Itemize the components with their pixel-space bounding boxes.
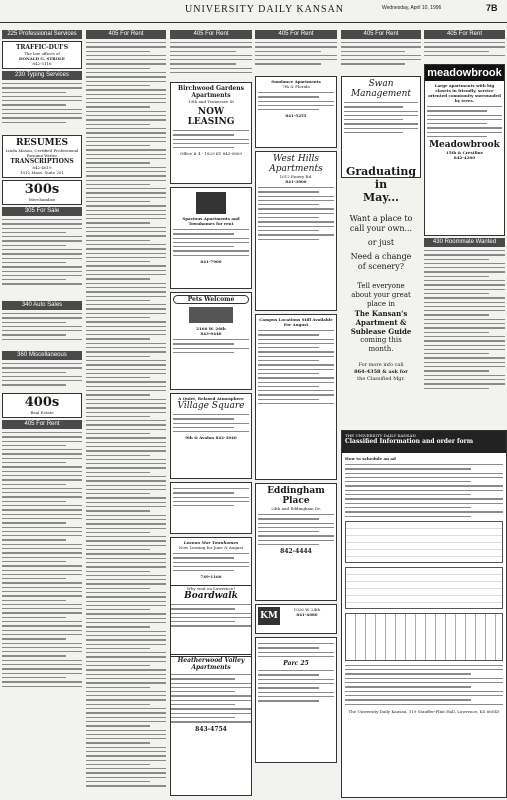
ad-heading: Campus Locations Still Available For August [259, 317, 333, 327]
ad-text: Why wait on Lawrence? [186, 586, 236, 591]
ad-phone: 842-4444 [280, 548, 312, 556]
ad-text: 15th & Crestline [445, 150, 484, 156]
ad-heading: TRANSCRIPTIONS [10, 158, 74, 165]
ad-copy-grid[interactable] [345, 613, 503, 661]
ad-phone: 843-0446 [200, 331, 222, 336]
ad-text: Now Leasing for June & August [178, 545, 244, 550]
text-classifieds [255, 42, 337, 76]
ad-text: 864-4358 & ask for [354, 369, 408, 375]
form-header [342, 431, 506, 453]
meadowbrook-ad [424, 64, 505, 236]
issue-date: Wednesday, April 10, 1996 [382, 5, 442, 11]
section-header: 405 For Rent [255, 30, 337, 39]
ad-heading: Birchwood Gardens Apartments [178, 85, 244, 99]
logo-icon [196, 192, 226, 214]
ad-text: call your own... [349, 224, 413, 233]
section-header: 340 Auto Sales [2, 301, 82, 310]
classification-table [345, 567, 503, 609]
boardwalk-ad [170, 585, 252, 655]
ad-text: Linda Mason, Certified Professional Resume Writer [5, 148, 79, 158]
text-classifieds [86, 42, 166, 787]
section-sub: Real Estate [30, 410, 54, 415]
section-header: 405 For Rent [170, 30, 252, 39]
ad-logo-text: Village Square [177, 401, 245, 411]
west-hills-ad [255, 151, 337, 311]
ad-text: 2166 W. 26th [196, 326, 226, 331]
section-header: 405 For Rent [341, 30, 421, 39]
sundance-ad [255, 76, 337, 148]
ad-phone: 842-4619 [32, 165, 52, 170]
column-2 [86, 28, 166, 796]
spacious-ad [170, 187, 252, 289]
ad-heading: Heatherwood Valley Apartments [177, 657, 245, 671]
ad-heading: Swan Management [350, 79, 412, 99]
ad-phone: 842-4200 [453, 155, 476, 161]
ad-heading: A Quiet, Relaxed Atmosphere [178, 396, 244, 401]
ad-text: the Classified Mgr. [357, 376, 405, 382]
ad-text: 1026 W. 24th [293, 607, 321, 612]
ad-text: Need a change [350, 252, 412, 261]
ad-heading: Eddingham Place [267, 486, 325, 506]
text-classifieds [2, 83, 82, 135]
ad-text: or just [367, 238, 395, 247]
text-classifieds [2, 432, 82, 687]
ad-heading: West Hills Apartments [269, 154, 323, 174]
text-classifieds [2, 313, 82, 349]
ad-phone: 842-5116 [32, 61, 52, 66]
text-classifieds [2, 219, 82, 299]
ad-text: 24th and Eddingham Dr. [271, 506, 321, 511]
ad-text: 19th and Tennessee St [187, 99, 235, 104]
birchwood-ad [170, 82, 252, 184]
swan-ad [341, 76, 421, 178]
ad-text: For more info call [358, 362, 404, 368]
ad-phone: 841-3800 [285, 179, 307, 184]
text-classifieds [424, 250, 505, 416]
page-number: 7B [486, 3, 498, 13]
ad-text: The law offices of [24, 51, 60, 56]
ad-heading: TRAFFIC-DUI'S [15, 44, 69, 51]
classified-order-form [341, 430, 507, 798]
ad-text: Large apartments with big closets in friendly, service oriented community surrounded by trees. [428, 83, 501, 103]
text-classifieds [2, 363, 82, 393]
ad-heading: Sundance Apartments [271, 79, 321, 84]
resumes-ad [2, 135, 82, 178]
column-4 [255, 28, 337, 796]
ad-heading: Parc 25 [283, 660, 309, 668]
campus-locations-ad [255, 314, 337, 480]
section-header: 405 For Rent [424, 30, 505, 39]
ad-text: place in [367, 300, 395, 308]
section-header: 405 For Rent [86, 30, 166, 39]
ad-text: 7th & Florida [282, 84, 310, 89]
text-classifieds [170, 42, 252, 82]
section-big: 300s [24, 182, 60, 197]
form-subheading: How to schedule an ad [345, 456, 396, 461]
ad-text: 1012 Emery Rd. [279, 174, 313, 179]
village-square-ad [170, 393, 252, 479]
logo-icon [189, 307, 233, 323]
form-footer: The University Daily Kansan, 119 Stauffer-Flint Hall, Lawrence, KS 66045 [348, 708, 500, 714]
merchandise-box [2, 180, 82, 205]
ad-phone: 843-4754 [195, 725, 227, 733]
ad-text: The Kansan's [354, 309, 408, 318]
traffic-ad [2, 41, 82, 69]
ad-text: coming this [360, 336, 402, 344]
pets-ad [170, 292, 252, 390]
km-ad [255, 604, 337, 634]
ad-text: DONALD G. STROLE [19, 56, 65, 61]
ad-heading: Pets Welcome [173, 295, 249, 304]
text-classifieds [424, 42, 505, 64]
ad-text: month. [368, 345, 394, 353]
section-big: 400s [24, 395, 60, 410]
bedroom-ad [170, 482, 252, 534]
ad-text: of scenery? [357, 262, 405, 271]
form-paper-name: THE UNIVERSITY DAILY KANSAN [345, 433, 416, 438]
newspaper-title: UNIVERSITY DAILY KANSAN [185, 4, 345, 15]
ad-text: about your great [351, 291, 411, 299]
text-classifieds [341, 42, 421, 76]
ad-heading: Meadowbrook [429, 140, 500, 151]
ad-phone: Office # 4 - 1829 KY 843-0809 [180, 151, 242, 157]
column-1 [2, 28, 82, 796]
graduating-ad [341, 165, 421, 425]
section-header: 230 Typing Services [2, 71, 82, 80]
section-sub: Merchandise [28, 197, 56, 202]
real-estate-box [2, 393, 82, 418]
parc25-ad [255, 637, 337, 763]
ad-text: Sublease Guide [350, 327, 412, 336]
ad-headline: May... [363, 191, 399, 204]
ad-phone: 749-1166 [200, 574, 222, 580]
section-header: 405 For Rent [2, 420, 82, 429]
section-header: 430 Roommate Wanted [424, 238, 505, 247]
ad-text: 1012 Mass. Suite 201 [19, 170, 65, 175]
ad-phone: 841-5255 [285, 113, 307, 119]
ad-headline: Graduating in [345, 165, 417, 191]
ad-text: Apartment & [355, 318, 407, 327]
ad-headline: NOW LEASING [187, 107, 235, 127]
ad-text: 9th & Avalon 842-3040 [185, 435, 237, 441]
ad-heading: Spacious Apartments and Townhomes for rent [182, 216, 240, 226]
ad-phone: 841-4680 [296, 612, 318, 617]
ad-text: Want a place to [349, 214, 413, 223]
page-header [0, 0, 507, 23]
ad-phone: 841-7900 [200, 259, 222, 265]
km-logo-icon: KM [258, 607, 280, 625]
ad-heading: Boardwalk [184, 591, 238, 601]
ad-text: Tell everyone [357, 282, 405, 290]
form-title: Classified Information and order form [345, 438, 474, 445]
section-header: 225 Professional Services [2, 30, 82, 39]
heatherwood-ad [170, 656, 252, 796]
section-header: 305 For Sale [2, 207, 82, 216]
rate-table [345, 521, 503, 563]
section-header: 360 Miscellaneous [2, 351, 82, 360]
ad-heading: Leanna Mar Townhomes [183, 540, 239, 545]
ad-logo-text: meadowbrook [425, 65, 504, 81]
ad-heading: RESUMES [15, 138, 68, 148]
eddingham-ad [255, 483, 337, 601]
